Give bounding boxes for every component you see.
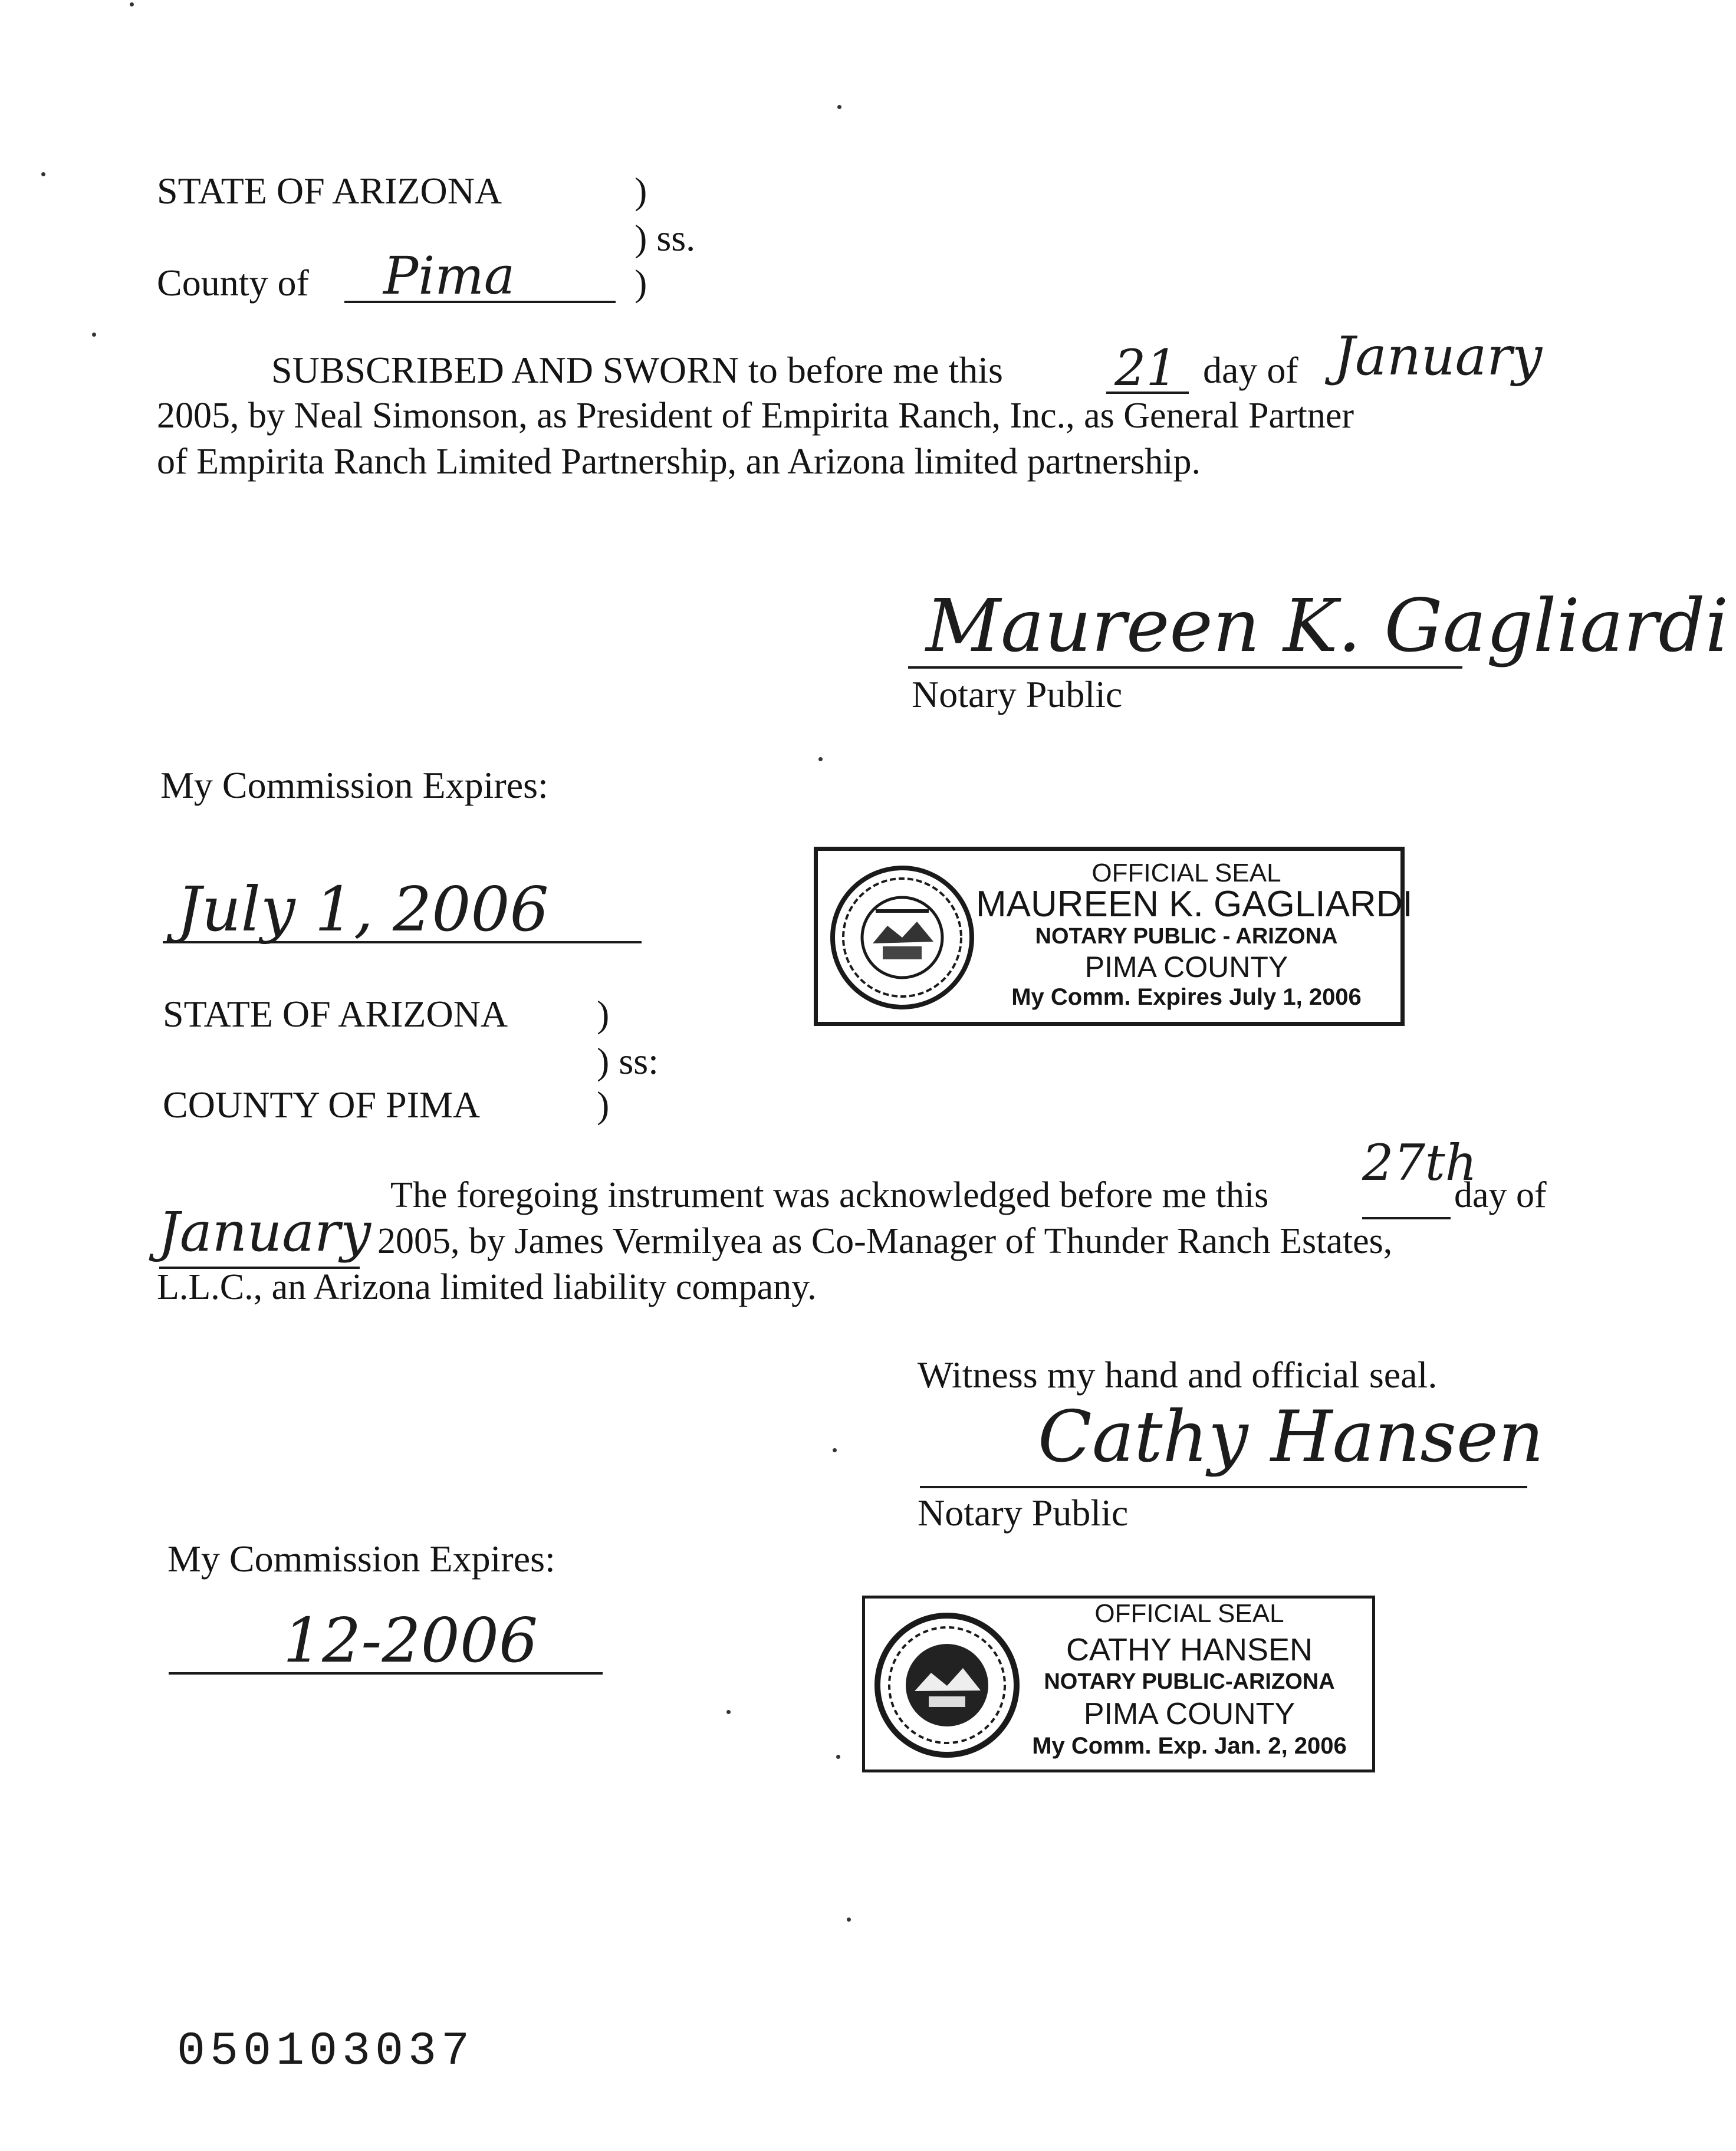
para1-line2: 2005, by Neal Simonson, as President of Empirita Ranch, Inc., as General Partner bbox=[157, 396, 1354, 436]
para2-line2: 2005, by James Vermilyea as Co-Manager of Thunder Ranch Estates, bbox=[377, 1221, 1393, 1261]
seal-2-county: PIMA COUNTY bbox=[1083, 1697, 1296, 1731]
seal-2-role: NOTARY PUBLIC-ARIZONA bbox=[1044, 1669, 1335, 1694]
witness-text: Witness my hand and official seal. bbox=[918, 1354, 1438, 1396]
paren-1a: ) bbox=[634, 170, 647, 212]
commission-label-1: My Commission Expires: bbox=[160, 764, 548, 806]
ss-label-2: ) ss: bbox=[597, 1040, 659, 1082]
commission-underline-1 bbox=[163, 941, 642, 943]
paren-2c: ) bbox=[597, 1084, 610, 1126]
seal-1-expires: My Comm. Expires July 1, 2006 bbox=[1011, 984, 1362, 1010]
signature-2: Cathy Hansen bbox=[1038, 1396, 1544, 1478]
seal-1-name: MAUREEN K. GAGLIARDI bbox=[976, 884, 1413, 925]
arizona-state-seal-icon bbox=[828, 864, 976, 1011]
scan-speck bbox=[837, 105, 841, 109]
day-handwritten-1: 21 bbox=[1114, 339, 1178, 397]
signature-line-1 bbox=[908, 666, 1462, 669]
para2-line1-start: The foregoing instrument was acknowledged before me this bbox=[390, 1175, 1269, 1215]
scan-speck bbox=[726, 1710, 731, 1714]
county-label-1: County of bbox=[157, 262, 309, 304]
commission-handwritten-2: 12-2006 bbox=[283, 1604, 538, 1676]
day-handwritten-2: 27th bbox=[1362, 1134, 1477, 1192]
paren-1c: ) bbox=[634, 262, 647, 304]
document-number: 050103037 bbox=[177, 2025, 475, 2078]
para1-dayof: day of bbox=[1203, 349, 1298, 391]
para2-line3: L.L.C., an Arizona limited liability company. bbox=[157, 1267, 817, 1307]
commission-label-2: My Commission Expires: bbox=[167, 1538, 555, 1580]
arizona-state-seal-icon bbox=[873, 1611, 1021, 1759]
state-label-2: STATE OF ARIZONA bbox=[163, 993, 508, 1035]
signature-line-2 bbox=[920, 1486, 1527, 1488]
paren-2a: ) bbox=[597, 993, 610, 1035]
seal-1-county: PIMA COUNTY bbox=[1084, 950, 1288, 984]
commission-underline-2 bbox=[169, 1672, 603, 1675]
seal-2-name: CATHY HANSEN bbox=[1066, 1632, 1313, 1667]
scan-speck bbox=[818, 757, 823, 761]
para1-line1-start: SUBSCRIBED AND SWORN to before me this bbox=[271, 349, 1003, 391]
scan-speck bbox=[41, 172, 45, 176]
month-handwritten-2: January bbox=[158, 1201, 371, 1264]
official-seal-2 bbox=[862, 1596, 1375, 1772]
para2-dayof: day of bbox=[1454, 1175, 1547, 1215]
scan-speck bbox=[833, 1448, 837, 1452]
scan-speck bbox=[847, 1918, 851, 1922]
para1-line3: of Empirita Ranch Limited Partnership, an Arizona limited partnership. bbox=[157, 442, 1201, 482]
day-underline-2 bbox=[1362, 1217, 1451, 1219]
seal-2-expires: My Comm. Exp. Jan. 2, 2006 bbox=[1032, 1733, 1347, 1759]
seal-1-title: OFFICIAL SEAL bbox=[1091, 859, 1281, 887]
county-label-2: COUNTY OF PIMA bbox=[163, 1084, 481, 1126]
state-label-1: STATE OF ARIZONA bbox=[157, 170, 502, 212]
month-handwritten-1: January bbox=[1334, 325, 1543, 387]
notary-label-2: Notary Public bbox=[918, 1492, 1129, 1534]
seal-2-title: OFFICIAL SEAL bbox=[1094, 1599, 1284, 1628]
official-seal-1 bbox=[814, 847, 1413, 1026]
scan-speck bbox=[92, 333, 96, 337]
notary-label-1: Notary Public bbox=[912, 673, 1123, 715]
signature-1: Maureen K. Gagliardi bbox=[926, 584, 1729, 669]
commission-handwritten-1: July 1, 2006 bbox=[177, 873, 549, 945]
para1-line1 bbox=[271, 351, 1003, 389]
county-handwritten-1: Pima bbox=[383, 245, 515, 306]
scan-speck bbox=[836, 1755, 840, 1759]
seal-1-role: NOTARY PUBLIC - ARIZONA bbox=[1035, 924, 1338, 949]
ss-label-1: ) ss. bbox=[634, 217, 696, 259]
scan-speck bbox=[130, 2, 134, 6]
